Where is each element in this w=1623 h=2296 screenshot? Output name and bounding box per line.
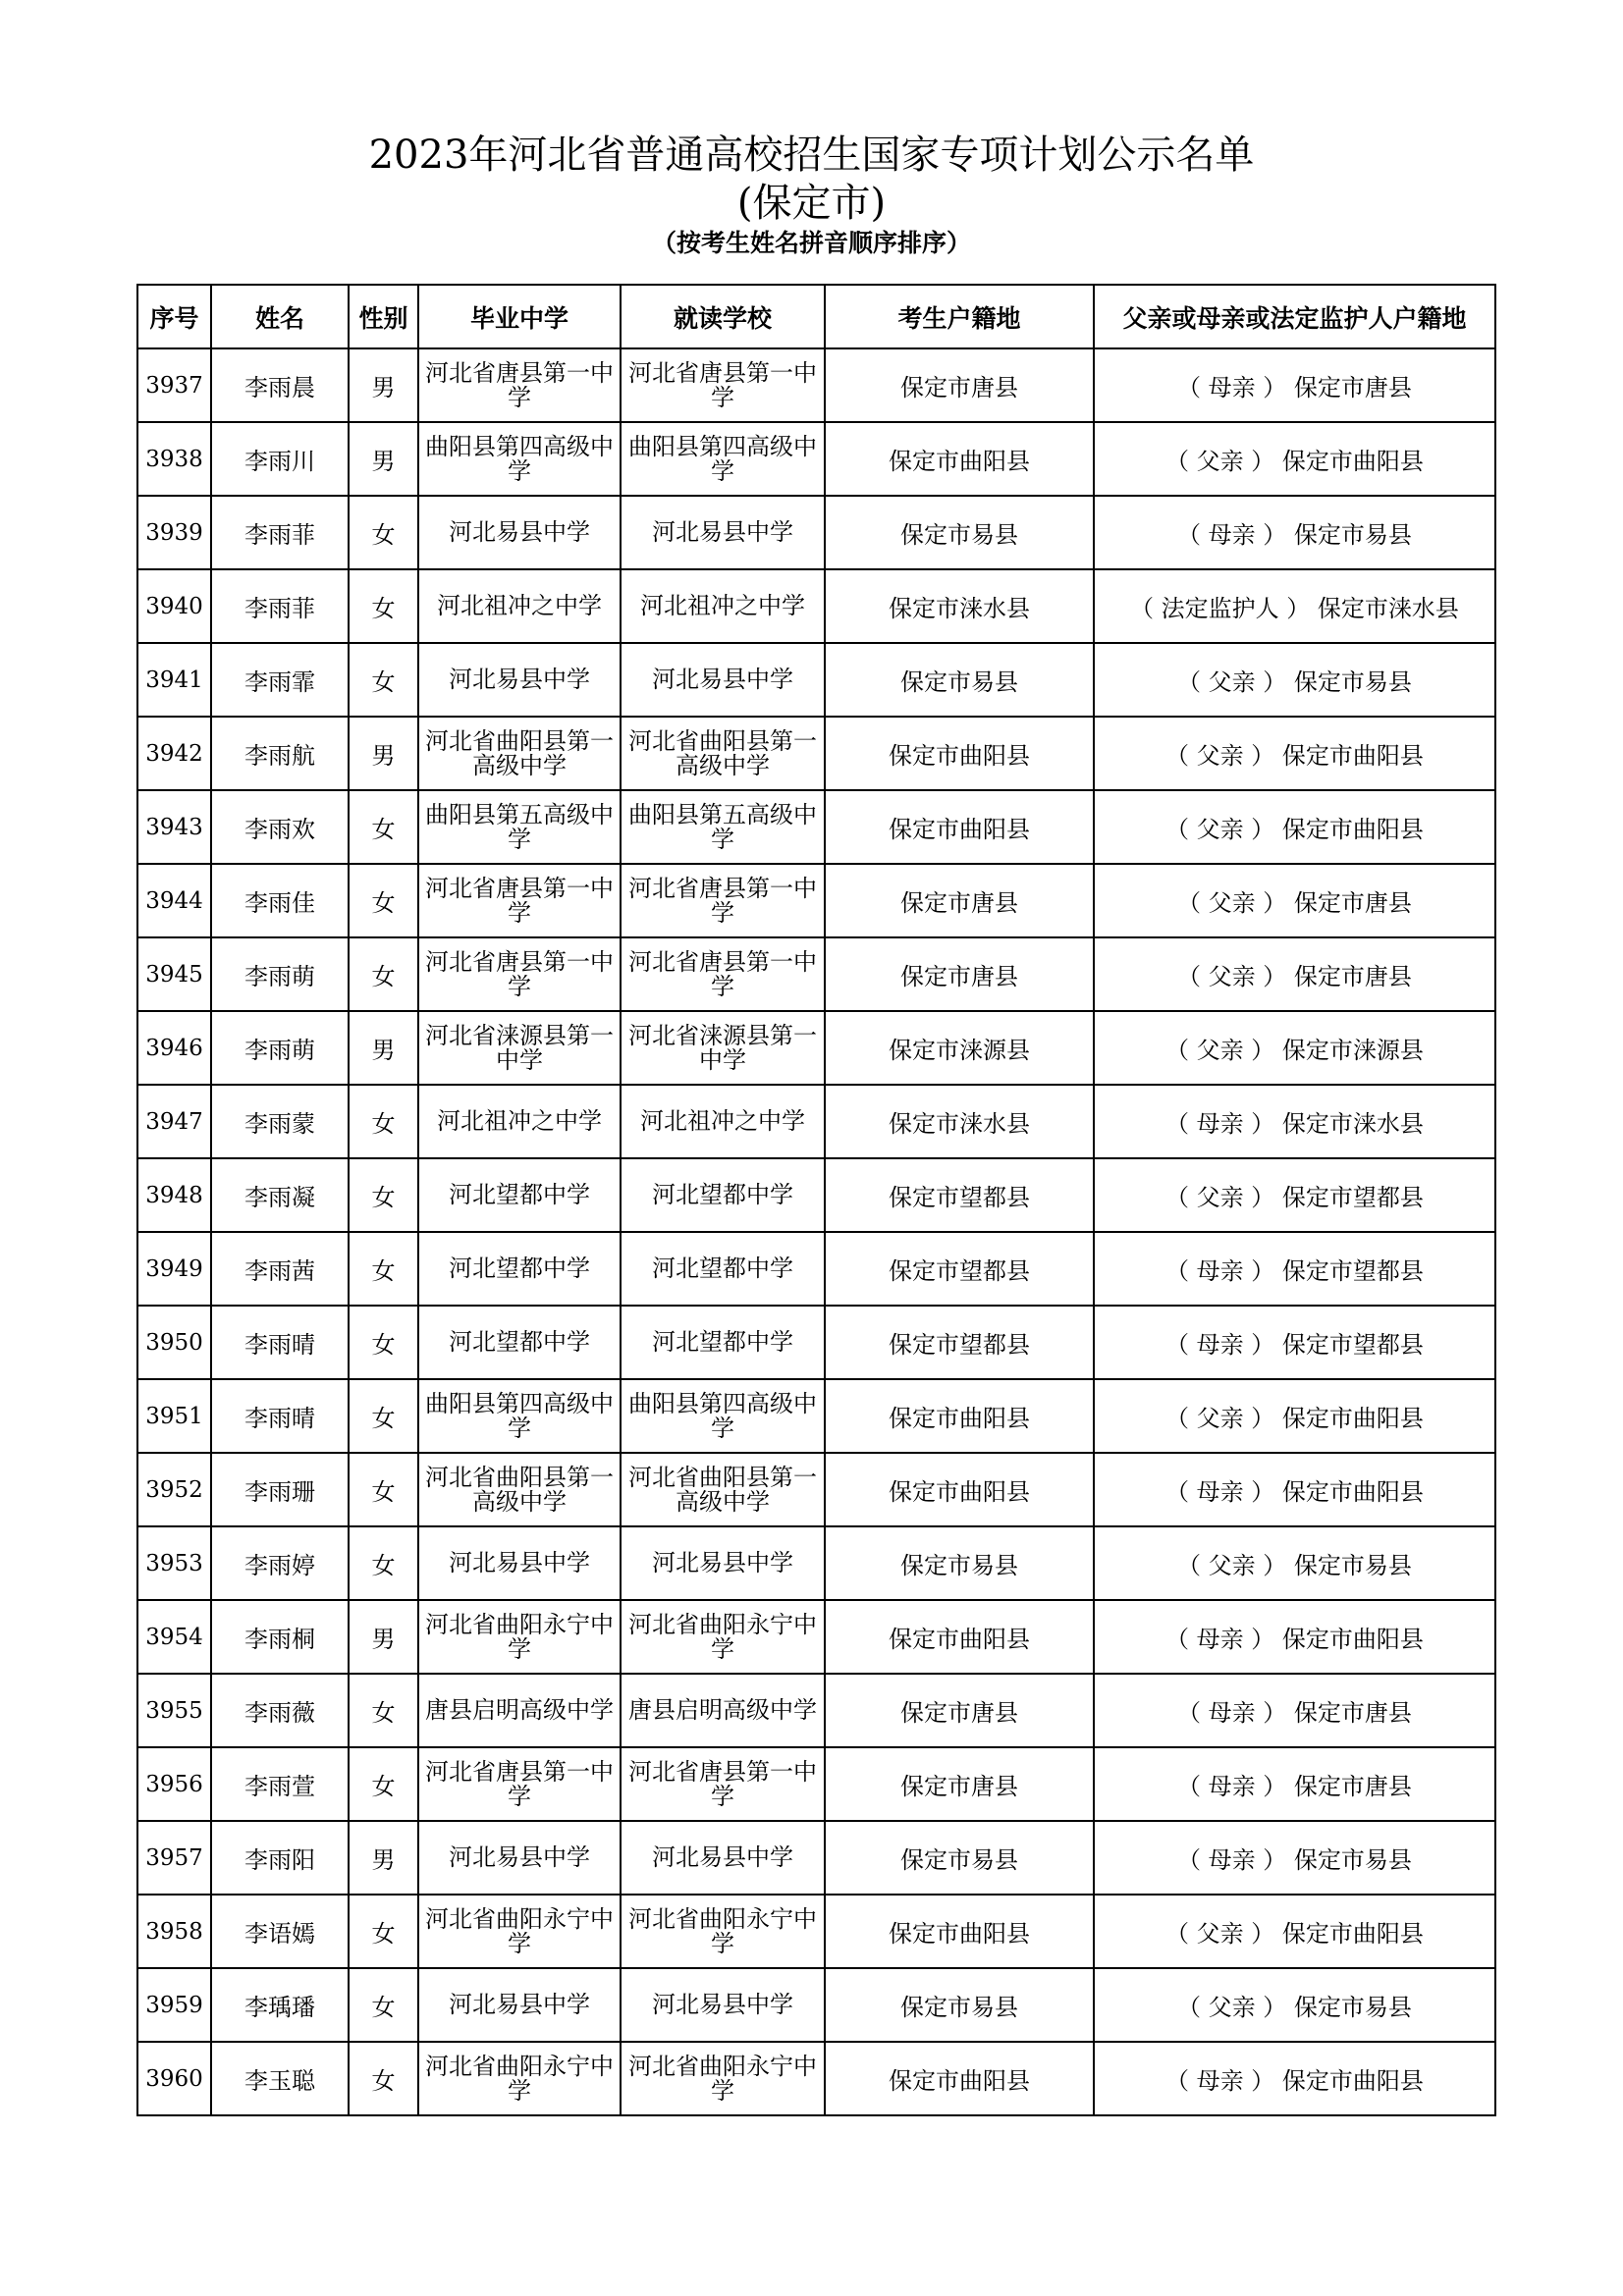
cell-name: 李雨菲 xyxy=(211,569,349,643)
cell-graduation-school: 河北省涞源县第一中学 xyxy=(418,1011,621,1085)
document-title: 2023年河北省普通高校招生国家专项计划公示名单 xyxy=(368,133,1255,178)
table-row xyxy=(137,717,1495,790)
cell-graduation-school: 曲阳县第四高级中学 xyxy=(418,1379,621,1453)
cell-guardian-residence: （ 母亲 ） 保定市易县 xyxy=(1094,1821,1495,1895)
header-seq: 序号 xyxy=(137,285,211,348)
cell-graduation-school: 河北易县中学 xyxy=(418,643,621,717)
cell-gender: 女 xyxy=(349,496,418,569)
cell-name: 李雨霏 xyxy=(211,643,349,717)
cell-guardian-residence: （ 母亲 ） 保定市望都县 xyxy=(1094,1306,1495,1379)
cell-candidate-residence: 保定市唐县 xyxy=(825,937,1094,1011)
cell-current-school: 河北省唐县第一中学 xyxy=(621,864,825,937)
table-row xyxy=(137,1821,1495,1895)
cell-seq: 3938 xyxy=(137,422,211,496)
cell-current-school: 河北易县中学 xyxy=(621,1968,825,2042)
cell-seq: 3943 xyxy=(137,790,211,864)
table-body xyxy=(137,348,1495,2115)
cell-gender: 女 xyxy=(349,1232,418,1306)
cell-graduation-school: 河北省曲阳县第一高级中学 xyxy=(418,1453,621,1526)
cell-gender: 男 xyxy=(349,422,418,496)
cell-seq: 3954 xyxy=(137,1600,211,1674)
cell-candidate-residence: 保定市曲阳县 xyxy=(825,2042,1094,2115)
cell-candidate-residence: 保定市易县 xyxy=(825,1821,1094,1895)
cell-candidate-residence: 保定市曲阳县 xyxy=(825,1600,1094,1674)
cell-graduation-school: 河北省曲阳永宁中学 xyxy=(418,1600,621,1674)
cell-graduation-school: 河北省曲阳永宁中学 xyxy=(418,2042,621,2115)
cell-seq: 3957 xyxy=(137,1821,211,1895)
cell-guardian-residence: （ 母亲 ） 保定市望都县 xyxy=(1094,1232,1495,1306)
cell-seq: 3946 xyxy=(137,1011,211,1085)
cell-guardian-residence: （ 父亲 ） 保定市唐县 xyxy=(1094,937,1495,1011)
cell-graduation-school: 河北省唐县第一中学 xyxy=(418,1747,621,1821)
cell-guardian-residence: （ 母亲 ） 保定市曲阳县 xyxy=(1094,1600,1495,1674)
cell-name: 李雨晨 xyxy=(211,348,349,422)
cell-candidate-residence: 保定市涞水县 xyxy=(825,569,1094,643)
cell-gender: 女 xyxy=(349,1379,418,1453)
cell-current-school: 河北省曲阳永宁中学 xyxy=(621,1600,825,1674)
cell-current-school: 河北省曲阳永宁中学 xyxy=(621,1895,825,1968)
document-subtitle: (保定市) xyxy=(736,181,887,226)
cell-current-school: 河北易县中学 xyxy=(621,1821,825,1895)
table-row xyxy=(137,937,1495,1011)
cell-graduation-school: 河北省唐县第一中学 xyxy=(418,864,621,937)
cell-gender: 男 xyxy=(349,1011,418,1085)
table-row xyxy=(137,1747,1495,1821)
cell-current-school: 河北省曲阳县第一高级中学 xyxy=(621,1453,825,1526)
table-row xyxy=(137,1600,1495,1674)
cell-graduation-school: 河北祖冲之中学 xyxy=(418,1085,621,1158)
cell-current-school: 河北易县中学 xyxy=(621,1526,825,1600)
table-row xyxy=(137,1526,1495,1600)
cell-name: 李雨晴 xyxy=(211,1306,349,1379)
cell-guardian-residence: （ 父亲 ） 保定市曲阳县 xyxy=(1094,717,1495,790)
table-row xyxy=(137,790,1495,864)
header-guardian-residence: 父亲或母亲或法定监护人户籍地 xyxy=(1094,285,1495,348)
cell-seq: 3945 xyxy=(137,937,211,1011)
cell-seq: 3952 xyxy=(137,1453,211,1526)
cell-candidate-residence: 保定市易县 xyxy=(825,1968,1094,2042)
cell-seq: 3942 xyxy=(137,717,211,790)
cell-candidate-residence: 保定市易县 xyxy=(825,1526,1094,1600)
cell-gender: 男 xyxy=(349,348,418,422)
table-row xyxy=(137,1379,1495,1453)
cell-name: 李雨欢 xyxy=(211,790,349,864)
cell-name: 李雨珊 xyxy=(211,1453,349,1526)
cell-name: 李雨桐 xyxy=(211,1600,349,1674)
cell-current-school: 曲阳县第四高级中学 xyxy=(621,1379,825,1453)
cell-candidate-residence: 保定市涞源县 xyxy=(825,1011,1094,1085)
cell-graduation-school: 河北易县中学 xyxy=(418,1821,621,1895)
cell-candidate-residence: 保定市曲阳县 xyxy=(825,717,1094,790)
cell-guardian-residence: （ 父亲 ） 保定市曲阳县 xyxy=(1094,1379,1495,1453)
cell-graduation-school: 曲阳县第五高级中学 xyxy=(418,790,621,864)
cell-seq: 3953 xyxy=(137,1526,211,1600)
cell-gender: 女 xyxy=(349,1158,418,1232)
cell-candidate-residence: 保定市曲阳县 xyxy=(825,422,1094,496)
header-gender: 性别 xyxy=(349,285,418,348)
cell-guardian-residence: （ 父亲 ） 保定市易县 xyxy=(1094,643,1495,717)
cell-graduation-school: 河北省曲阳县第一高级中学 xyxy=(418,717,621,790)
cell-name: 李雨薇 xyxy=(211,1674,349,1747)
cell-name: 李瑀璠 xyxy=(211,1968,349,2042)
cell-seq: 3960 xyxy=(137,2042,211,2115)
cell-graduation-school: 河北省唐县第一中学 xyxy=(418,348,621,422)
cell-current-school: 河北省唐县第一中学 xyxy=(621,937,825,1011)
cell-seq: 3959 xyxy=(137,1968,211,2042)
cell-candidate-residence: 保定市曲阳县 xyxy=(825,790,1094,864)
cell-current-school: 河北省唐县第一中学 xyxy=(621,1747,825,1821)
cell-candidate-residence: 保定市易县 xyxy=(825,643,1094,717)
cell-name: 李雨萱 xyxy=(211,1747,349,1821)
table-row xyxy=(137,1968,1495,2042)
cell-current-school: 曲阳县第四高级中学 xyxy=(621,422,825,496)
cell-gender: 女 xyxy=(349,569,418,643)
cell-seq: 3937 xyxy=(137,348,211,422)
table-row xyxy=(137,569,1495,643)
cell-gender: 女 xyxy=(349,1747,418,1821)
cell-gender: 女 xyxy=(349,643,418,717)
cell-name: 李雨凝 xyxy=(211,1158,349,1232)
cell-candidate-residence: 保定市曲阳县 xyxy=(825,1895,1094,1968)
cell-current-school: 河北望都中学 xyxy=(621,1232,825,1306)
cell-candidate-residence: 保定市曲阳县 xyxy=(825,1379,1094,1453)
cell-graduation-school: 河北易县中学 xyxy=(418,1526,621,1600)
table-row xyxy=(137,1895,1495,1968)
cell-graduation-school: 河北省唐县第一中学 xyxy=(418,937,621,1011)
cell-name: 李雨航 xyxy=(211,717,349,790)
cell-seq: 3948 xyxy=(137,1158,211,1232)
cell-candidate-residence: 保定市唐县 xyxy=(825,864,1094,937)
cell-current-school: 河北易县中学 xyxy=(621,643,825,717)
cell-guardian-residence: （ 母亲 ） 保定市涞水县 xyxy=(1094,1085,1495,1158)
cell-graduation-school: 河北望都中学 xyxy=(418,1306,621,1379)
cell-guardian-residence: （ 母亲 ） 保定市易县 xyxy=(1094,496,1495,569)
cell-guardian-residence: （ 母亲 ） 保定市唐县 xyxy=(1094,1674,1495,1747)
cell-name: 李玉聪 xyxy=(211,2042,349,2115)
header-candidate-residence: 考生户籍地 xyxy=(825,285,1094,348)
cell-candidate-residence: 保定市望都县 xyxy=(825,1306,1094,1379)
cell-name: 李雨晴 xyxy=(211,1379,349,1453)
cell-current-school: 河北祖冲之中学 xyxy=(621,569,825,643)
cell-candidate-residence: 保定市望都县 xyxy=(825,1158,1094,1232)
cell-seq: 3947 xyxy=(137,1085,211,1158)
cell-seq: 3944 xyxy=(137,864,211,937)
cell-guardian-residence: （ 母亲 ） 保定市曲阳县 xyxy=(1094,2042,1495,2115)
cell-current-school: 河北易县中学 xyxy=(621,496,825,569)
table-row xyxy=(137,496,1495,569)
cell-guardian-residence: （ 母亲 ） 保定市曲阳县 xyxy=(1094,1453,1495,1526)
candidate-table xyxy=(136,284,1496,2116)
cell-gender: 男 xyxy=(349,717,418,790)
header-name: 姓名 xyxy=(211,285,349,348)
table-row xyxy=(137,1306,1495,1379)
cell-gender: 男 xyxy=(349,1821,418,1895)
table-row xyxy=(137,1011,1495,1085)
cell-guardian-residence: （ 父亲 ） 保定市曲阳县 xyxy=(1094,1895,1495,1968)
cell-current-school: 曲阳县第五高级中学 xyxy=(621,790,825,864)
table-header-row xyxy=(137,285,1495,348)
cell-name: 李雨茜 xyxy=(211,1232,349,1306)
cell-candidate-residence: 保定市曲阳县 xyxy=(825,1453,1094,1526)
cell-graduation-school: 河北望都中学 xyxy=(418,1232,621,1306)
cell-current-school: 河北省曲阳县第一高级中学 xyxy=(621,717,825,790)
cell-name: 李雨萌 xyxy=(211,937,349,1011)
cell-graduation-school: 河北望都中学 xyxy=(418,1158,621,1232)
cell-seq: 3939 xyxy=(137,496,211,569)
cell-current-school: 河北望都中学 xyxy=(621,1158,825,1232)
cell-guardian-residence: （ 父亲 ） 保定市望都县 xyxy=(1094,1158,1495,1232)
cell-gender: 女 xyxy=(349,1526,418,1600)
table-row xyxy=(137,2042,1495,2115)
cell-gender: 女 xyxy=(349,1085,418,1158)
table-row xyxy=(137,1085,1495,1158)
cell-guardian-residence: （ 法定监护人 ） 保定市涞水县 xyxy=(1094,569,1495,643)
sort-note: （按考生姓名拼音顺序排序） xyxy=(651,229,971,257)
table-row xyxy=(137,1453,1495,1526)
cell-name: 李雨菲 xyxy=(211,496,349,569)
cell-seq: 3949 xyxy=(137,1232,211,1306)
cell-name: 李雨佳 xyxy=(211,864,349,937)
cell-current-school: 河北省唐县第一中学 xyxy=(621,348,825,422)
table-row xyxy=(137,864,1495,937)
cell-gender: 女 xyxy=(349,937,418,1011)
table-row xyxy=(137,643,1495,717)
cell-gender: 女 xyxy=(349,1453,418,1526)
table-row xyxy=(137,422,1495,496)
cell-graduation-school: 曲阳县第四高级中学 xyxy=(418,422,621,496)
header-current-school: 就读学校 xyxy=(621,285,825,348)
cell-name: 李雨萌 xyxy=(211,1011,349,1085)
cell-guardian-residence: （ 父亲 ） 保定市曲阳县 xyxy=(1094,422,1495,496)
cell-name: 李语嫣 xyxy=(211,1895,349,1968)
cell-graduation-school: 河北易县中学 xyxy=(418,1968,621,2042)
cell-seq: 3950 xyxy=(137,1306,211,1379)
cell-current-school: 河北省曲阳永宁中学 xyxy=(621,2042,825,2115)
cell-name: 李雨婷 xyxy=(211,1526,349,1600)
table-row xyxy=(137,1158,1495,1232)
cell-candidate-residence: 保定市唐县 xyxy=(825,1674,1094,1747)
cell-gender: 女 xyxy=(349,2042,418,2115)
cell-gender: 女 xyxy=(349,790,418,864)
header-graduation-school: 毕业中学 xyxy=(418,285,621,348)
cell-seq: 3951 xyxy=(137,1379,211,1453)
cell-graduation-school: 河北省曲阳永宁中学 xyxy=(418,1895,621,1968)
cell-seq: 3940 xyxy=(137,569,211,643)
cell-gender: 女 xyxy=(349,1895,418,1968)
cell-gender: 男 xyxy=(349,1600,418,1674)
cell-candidate-residence: 保定市唐县 xyxy=(825,1747,1094,1821)
cell-candidate-residence: 保定市涞水县 xyxy=(825,1085,1094,1158)
cell-guardian-residence: （ 父亲 ） 保定市曲阳县 xyxy=(1094,790,1495,864)
cell-current-school: 河北望都中学 xyxy=(621,1306,825,1379)
cell-graduation-school: 河北祖冲之中学 xyxy=(418,569,621,643)
cell-graduation-school: 唐县启明高级中学 xyxy=(418,1674,621,1747)
cell-gender: 女 xyxy=(349,1306,418,1379)
cell-current-school: 唐县启明高级中学 xyxy=(621,1674,825,1747)
cell-guardian-residence: （ 母亲 ） 保定市唐县 xyxy=(1094,348,1495,422)
cell-graduation-school: 河北易县中学 xyxy=(418,496,621,569)
table-row xyxy=(137,348,1495,422)
cell-guardian-residence: （ 父亲 ） 保定市易县 xyxy=(1094,1526,1495,1600)
cell-seq: 3958 xyxy=(137,1895,211,1968)
cell-candidate-residence: 保定市望都县 xyxy=(825,1232,1094,1306)
table-row xyxy=(137,1232,1495,1306)
cell-name: 李雨阳 xyxy=(211,1821,349,1895)
cell-seq: 3955 xyxy=(137,1674,211,1747)
cell-gender: 女 xyxy=(349,1968,418,2042)
cell-guardian-residence: （ 父亲 ） 保定市易县 xyxy=(1094,1968,1495,2042)
cell-current-school: 河北省涞源县第一中学 xyxy=(621,1011,825,1085)
cell-name: 李雨川 xyxy=(211,422,349,496)
cell-current-school: 河北祖冲之中学 xyxy=(621,1085,825,1158)
cell-gender: 女 xyxy=(349,864,418,937)
cell-gender: 女 xyxy=(349,1674,418,1747)
cell-candidate-residence: 保定市唐县 xyxy=(825,348,1094,422)
cell-candidate-residence: 保定市易县 xyxy=(825,496,1094,569)
cell-seq: 3941 xyxy=(137,643,211,717)
cell-guardian-residence: （ 父亲 ） 保定市唐县 xyxy=(1094,864,1495,937)
table-row xyxy=(137,1674,1495,1747)
cell-seq: 3956 xyxy=(137,1747,211,1821)
cell-guardian-residence: （ 父亲 ） 保定市涞源县 xyxy=(1094,1011,1495,1085)
cell-name: 李雨蒙 xyxy=(211,1085,349,1158)
cell-guardian-residence: （ 母亲 ） 保定市唐县 xyxy=(1094,1747,1495,1821)
